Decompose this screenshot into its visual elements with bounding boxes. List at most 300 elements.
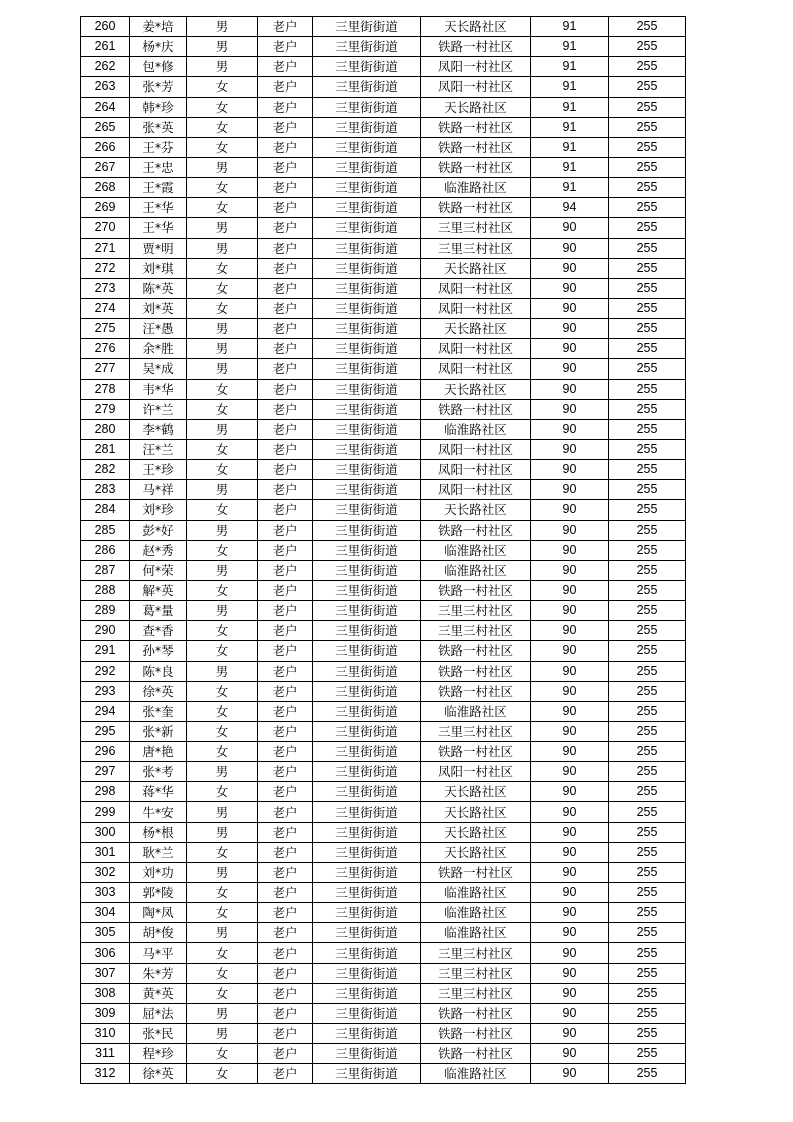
row-number: 267 bbox=[81, 157, 130, 177]
subdistrict-cell: 三里街街道 bbox=[313, 923, 421, 943]
name-cell: 余*胜 bbox=[130, 339, 187, 359]
age-cell: 90 bbox=[531, 641, 609, 661]
household-cell: 老户 bbox=[258, 439, 313, 459]
gender-cell: 男 bbox=[187, 339, 258, 359]
row-number: 296 bbox=[81, 742, 130, 762]
gender-cell: 女 bbox=[187, 379, 258, 399]
table-row bbox=[81, 17, 686, 37]
table-row bbox=[81, 57, 686, 77]
age-cell: 90 bbox=[531, 278, 609, 298]
community-cell: 凤阳一村社区 bbox=[421, 762, 531, 782]
gender-cell: 女 bbox=[187, 721, 258, 741]
subdistrict-cell: 三里街街道 bbox=[313, 903, 421, 923]
roster-table-body bbox=[81, 17, 686, 1084]
amount-cell: 255 bbox=[609, 883, 686, 903]
name-cell: 姜*培 bbox=[130, 17, 187, 37]
household-cell: 老户 bbox=[258, 641, 313, 661]
subdistrict-cell: 三里街街道 bbox=[313, 742, 421, 762]
amount-cell: 255 bbox=[609, 298, 686, 318]
household-cell: 老户 bbox=[258, 359, 313, 379]
age-cell: 90 bbox=[531, 419, 609, 439]
subdistrict-cell: 三里街街道 bbox=[313, 218, 421, 238]
gender-cell: 女 bbox=[187, 641, 258, 661]
table-row bbox=[81, 842, 686, 862]
subdistrict-cell: 三里街街道 bbox=[313, 580, 421, 600]
table-row bbox=[81, 460, 686, 480]
row-number: 306 bbox=[81, 943, 130, 963]
name-cell: 赵*秀 bbox=[130, 540, 187, 560]
household-cell: 老户 bbox=[258, 97, 313, 117]
community-cell: 铁路一村社区 bbox=[421, 580, 531, 600]
household-cell: 老户 bbox=[258, 480, 313, 500]
amount-cell: 255 bbox=[609, 1044, 686, 1064]
gender-cell: 男 bbox=[187, 157, 258, 177]
name-cell: 程*珍 bbox=[130, 1044, 187, 1064]
community-cell: 铁路一村社区 bbox=[421, 520, 531, 540]
name-cell: 王*华 bbox=[130, 218, 187, 238]
age-cell: 90 bbox=[531, 842, 609, 862]
table-row bbox=[81, 963, 686, 983]
household-cell: 老户 bbox=[258, 1024, 313, 1044]
gender-cell: 女 bbox=[187, 460, 258, 480]
row-number: 290 bbox=[81, 621, 130, 641]
row-number: 275 bbox=[81, 319, 130, 339]
row-number: 304 bbox=[81, 903, 130, 923]
subdistrict-cell: 三里街街道 bbox=[313, 621, 421, 641]
subdistrict-cell: 三里街街道 bbox=[313, 883, 421, 903]
household-cell: 老户 bbox=[258, 540, 313, 560]
age-cell: 90 bbox=[531, 480, 609, 500]
table-row bbox=[81, 419, 686, 439]
name-cell: 汪*愚 bbox=[130, 319, 187, 339]
amount-cell: 255 bbox=[609, 802, 686, 822]
subdistrict-cell: 三里街街道 bbox=[313, 641, 421, 661]
community-cell: 铁路一村社区 bbox=[421, 399, 531, 419]
household-cell: 老户 bbox=[258, 661, 313, 681]
table-row bbox=[81, 480, 686, 500]
amount-cell: 255 bbox=[609, 1003, 686, 1023]
amount-cell: 255 bbox=[609, 419, 686, 439]
table-row bbox=[81, 862, 686, 882]
subdistrict-cell: 三里街街道 bbox=[313, 359, 421, 379]
gender-cell: 女 bbox=[187, 1044, 258, 1064]
name-cell: 刘*英 bbox=[130, 298, 187, 318]
subdistrict-cell: 三里街街道 bbox=[313, 540, 421, 560]
subdistrict-cell: 三里街街道 bbox=[313, 198, 421, 218]
age-cell: 90 bbox=[531, 721, 609, 741]
gender-cell: 女 bbox=[187, 963, 258, 983]
gender-cell: 女 bbox=[187, 983, 258, 1003]
table-row bbox=[81, 701, 686, 721]
row-number: 286 bbox=[81, 540, 130, 560]
row-number: 263 bbox=[81, 77, 130, 97]
subdistrict-cell: 三里街街道 bbox=[313, 963, 421, 983]
household-cell: 老户 bbox=[258, 298, 313, 318]
name-cell: 朱*芳 bbox=[130, 963, 187, 983]
row-number: 264 bbox=[81, 97, 130, 117]
amount-cell: 255 bbox=[609, 117, 686, 137]
subdistrict-cell: 三里街街道 bbox=[313, 782, 421, 802]
name-cell: 许*兰 bbox=[130, 399, 187, 419]
row-number: 288 bbox=[81, 580, 130, 600]
name-cell: 包*修 bbox=[130, 57, 187, 77]
community-cell: 三里三村社区 bbox=[421, 238, 531, 258]
table-row bbox=[81, 601, 686, 621]
gender-cell: 男 bbox=[187, 661, 258, 681]
name-cell: 王*珍 bbox=[130, 460, 187, 480]
subdistrict-cell: 三里街街道 bbox=[313, 419, 421, 439]
row-number: 284 bbox=[81, 500, 130, 520]
community-cell: 三里三村社区 bbox=[421, 963, 531, 983]
row-number: 292 bbox=[81, 661, 130, 681]
gender-cell: 男 bbox=[187, 1024, 258, 1044]
subdistrict-cell: 三里街街道 bbox=[313, 681, 421, 701]
household-cell: 老户 bbox=[258, 802, 313, 822]
table-row bbox=[81, 721, 686, 741]
name-cell: 张*考 bbox=[130, 762, 187, 782]
household-cell: 老户 bbox=[258, 137, 313, 157]
row-number: 303 bbox=[81, 883, 130, 903]
row-number: 310 bbox=[81, 1024, 130, 1044]
household-cell: 老户 bbox=[258, 339, 313, 359]
name-cell: 徐*英 bbox=[130, 1064, 187, 1084]
amount-cell: 255 bbox=[609, 862, 686, 882]
household-cell: 老户 bbox=[258, 419, 313, 439]
gender-cell: 女 bbox=[187, 439, 258, 459]
community-cell: 临淮路社区 bbox=[421, 560, 531, 580]
subdistrict-cell: 三里街街道 bbox=[313, 500, 421, 520]
household-cell: 老户 bbox=[258, 520, 313, 540]
name-cell: 陈*良 bbox=[130, 661, 187, 681]
household-cell: 老户 bbox=[258, 580, 313, 600]
table-row bbox=[81, 439, 686, 459]
household-cell: 老户 bbox=[258, 57, 313, 77]
subdistrict-cell: 三里街街道 bbox=[313, 379, 421, 399]
table-row bbox=[81, 1024, 686, 1044]
table-row bbox=[81, 903, 686, 923]
age-cell: 90 bbox=[531, 319, 609, 339]
subdistrict-cell: 三里街街道 bbox=[313, 943, 421, 963]
community-cell: 三里三村社区 bbox=[421, 621, 531, 641]
community-cell: 凤阳一村社区 bbox=[421, 77, 531, 97]
household-cell: 老户 bbox=[258, 943, 313, 963]
name-cell: 王*芬 bbox=[130, 137, 187, 157]
gender-cell: 男 bbox=[187, 480, 258, 500]
subdistrict-cell: 三里街街道 bbox=[313, 339, 421, 359]
name-cell: 查*香 bbox=[130, 621, 187, 641]
table-row bbox=[81, 238, 686, 258]
age-cell: 90 bbox=[531, 500, 609, 520]
age-cell: 90 bbox=[531, 782, 609, 802]
amount-cell: 255 bbox=[609, 278, 686, 298]
community-cell: 天长路社区 bbox=[421, 822, 531, 842]
row-number: 294 bbox=[81, 701, 130, 721]
row-number: 268 bbox=[81, 178, 130, 198]
community-cell: 天长路社区 bbox=[421, 842, 531, 862]
table-row bbox=[81, 77, 686, 97]
name-cell: 郭*陵 bbox=[130, 883, 187, 903]
amount-cell: 255 bbox=[609, 1024, 686, 1044]
age-cell: 90 bbox=[531, 1003, 609, 1023]
row-number: 283 bbox=[81, 480, 130, 500]
table-row bbox=[81, 500, 686, 520]
household-cell: 老户 bbox=[258, 1044, 313, 1064]
gender-cell: 男 bbox=[187, 419, 258, 439]
gender-cell: 男 bbox=[187, 520, 258, 540]
age-cell: 90 bbox=[531, 1044, 609, 1064]
row-number: 299 bbox=[81, 802, 130, 822]
age-cell: 90 bbox=[531, 439, 609, 459]
age-cell: 90 bbox=[531, 359, 609, 379]
name-cell: 汪*兰 bbox=[130, 439, 187, 459]
household-cell: 老户 bbox=[258, 198, 313, 218]
amount-cell: 255 bbox=[609, 218, 686, 238]
community-cell: 临淮路社区 bbox=[421, 701, 531, 721]
table-row bbox=[81, 37, 686, 57]
row-number: 307 bbox=[81, 963, 130, 983]
table-row bbox=[81, 258, 686, 278]
community-cell: 凤阳一村社区 bbox=[421, 359, 531, 379]
community-cell: 三里三村社区 bbox=[421, 943, 531, 963]
name-cell: 杨*根 bbox=[130, 822, 187, 842]
age-cell: 90 bbox=[531, 621, 609, 641]
age-cell: 90 bbox=[531, 238, 609, 258]
amount-cell: 255 bbox=[609, 943, 686, 963]
age-cell: 90 bbox=[531, 1064, 609, 1084]
age-cell: 91 bbox=[531, 137, 609, 157]
gender-cell: 男 bbox=[187, 923, 258, 943]
community-cell: 凤阳一村社区 bbox=[421, 460, 531, 480]
household-cell: 老户 bbox=[258, 178, 313, 198]
name-cell: 贾*明 bbox=[130, 238, 187, 258]
amount-cell: 255 bbox=[609, 782, 686, 802]
age-cell: 90 bbox=[531, 218, 609, 238]
age-cell: 90 bbox=[531, 580, 609, 600]
age-cell: 91 bbox=[531, 57, 609, 77]
amount-cell: 255 bbox=[609, 983, 686, 1003]
row-number: 277 bbox=[81, 359, 130, 379]
name-cell: 刘*珍 bbox=[130, 500, 187, 520]
age-cell: 90 bbox=[531, 560, 609, 580]
row-number: 282 bbox=[81, 460, 130, 480]
name-cell: 杨*庆 bbox=[130, 37, 187, 57]
amount-cell: 255 bbox=[609, 77, 686, 97]
amount-cell: 255 bbox=[609, 480, 686, 500]
table-row bbox=[81, 802, 686, 822]
table-row bbox=[81, 661, 686, 681]
community-cell: 铁路一村社区 bbox=[421, 862, 531, 882]
amount-cell: 255 bbox=[609, 17, 686, 37]
household-cell: 老户 bbox=[258, 963, 313, 983]
gender-cell: 男 bbox=[187, 319, 258, 339]
gender-cell: 男 bbox=[187, 862, 258, 882]
amount-cell: 255 bbox=[609, 258, 686, 278]
age-cell: 90 bbox=[531, 540, 609, 560]
row-number: 273 bbox=[81, 278, 130, 298]
name-cell: 张*奎 bbox=[130, 701, 187, 721]
community-cell: 铁路一村社区 bbox=[421, 157, 531, 177]
subdistrict-cell: 三里街街道 bbox=[313, 802, 421, 822]
community-cell: 凤阳一村社区 bbox=[421, 57, 531, 77]
table-row bbox=[81, 1003, 686, 1023]
table-row bbox=[81, 580, 686, 600]
gender-cell: 女 bbox=[187, 77, 258, 97]
household-cell: 老户 bbox=[258, 17, 313, 37]
table-row bbox=[81, 379, 686, 399]
amount-cell: 255 bbox=[609, 601, 686, 621]
community-cell: 铁路一村社区 bbox=[421, 1044, 531, 1064]
subdistrict-cell: 三里街街道 bbox=[313, 762, 421, 782]
gender-cell: 女 bbox=[187, 742, 258, 762]
row-number: 311 bbox=[81, 1044, 130, 1064]
row-number: 309 bbox=[81, 1003, 130, 1023]
age-cell: 90 bbox=[531, 983, 609, 1003]
name-cell: 张*民 bbox=[130, 1024, 187, 1044]
gender-cell: 女 bbox=[187, 903, 258, 923]
row-number: 280 bbox=[81, 419, 130, 439]
gender-cell: 女 bbox=[187, 580, 258, 600]
community-cell: 临淮路社区 bbox=[421, 903, 531, 923]
household-cell: 老户 bbox=[258, 742, 313, 762]
household-cell: 老户 bbox=[258, 782, 313, 802]
age-cell: 91 bbox=[531, 178, 609, 198]
gender-cell: 女 bbox=[187, 883, 258, 903]
household-cell: 老户 bbox=[258, 681, 313, 701]
community-cell: 三里三村社区 bbox=[421, 721, 531, 741]
household-cell: 老户 bbox=[258, 601, 313, 621]
household-cell: 老户 bbox=[258, 218, 313, 238]
table-row bbox=[81, 560, 686, 580]
table-row bbox=[81, 540, 686, 560]
household-cell: 老户 bbox=[258, 762, 313, 782]
subdistrict-cell: 三里街街道 bbox=[313, 97, 421, 117]
gender-cell: 女 bbox=[187, 298, 258, 318]
age-cell: 90 bbox=[531, 681, 609, 701]
name-cell: 韩*珍 bbox=[130, 97, 187, 117]
name-cell: 刘*琪 bbox=[130, 258, 187, 278]
subdistrict-cell: 三里街街道 bbox=[313, 460, 421, 480]
amount-cell: 255 bbox=[609, 97, 686, 117]
amount-cell: 255 bbox=[609, 923, 686, 943]
household-cell: 老户 bbox=[258, 621, 313, 641]
table-row bbox=[81, 641, 686, 661]
age-cell: 90 bbox=[531, 802, 609, 822]
community-cell: 天长路社区 bbox=[421, 258, 531, 278]
name-cell: 马*平 bbox=[130, 943, 187, 963]
name-cell: 葛*量 bbox=[130, 601, 187, 621]
table-row bbox=[81, 399, 686, 419]
amount-cell: 255 bbox=[609, 822, 686, 842]
gender-cell: 男 bbox=[187, 17, 258, 37]
amount-cell: 255 bbox=[609, 520, 686, 540]
age-cell: 90 bbox=[531, 339, 609, 359]
community-cell: 铁路一村社区 bbox=[421, 37, 531, 57]
subdistrict-cell: 三里街街道 bbox=[313, 57, 421, 77]
community-cell: 天长路社区 bbox=[421, 319, 531, 339]
subdistrict-cell: 三里街街道 bbox=[313, 178, 421, 198]
subdistrict-cell: 三里街街道 bbox=[313, 319, 421, 339]
name-cell: 何*荣 bbox=[130, 560, 187, 580]
gender-cell: 女 bbox=[187, 178, 258, 198]
household-cell: 老户 bbox=[258, 983, 313, 1003]
gender-cell: 女 bbox=[187, 117, 258, 137]
amount-cell: 255 bbox=[609, 661, 686, 681]
subdistrict-cell: 三里街街道 bbox=[313, 842, 421, 862]
subdistrict-cell: 三里街街道 bbox=[313, 77, 421, 97]
age-cell: 90 bbox=[531, 460, 609, 480]
community-cell: 临淮路社区 bbox=[421, 178, 531, 198]
subdistrict-cell: 三里街街道 bbox=[313, 721, 421, 741]
household-cell: 老户 bbox=[258, 37, 313, 57]
community-cell: 天长路社区 bbox=[421, 17, 531, 37]
subdistrict-cell: 三里街街道 bbox=[313, 1024, 421, 1044]
subdistrict-cell: 三里街街道 bbox=[313, 157, 421, 177]
community-cell: 天长路社区 bbox=[421, 97, 531, 117]
household-cell: 老户 bbox=[258, 238, 313, 258]
age-cell: 90 bbox=[531, 379, 609, 399]
name-cell: 马*祥 bbox=[130, 480, 187, 500]
amount-cell: 255 bbox=[609, 540, 686, 560]
row-number: 289 bbox=[81, 601, 130, 621]
row-number: 269 bbox=[81, 198, 130, 218]
household-cell: 老户 bbox=[258, 460, 313, 480]
name-cell: 王*华 bbox=[130, 198, 187, 218]
row-number: 265 bbox=[81, 117, 130, 137]
name-cell: 徐*英 bbox=[130, 681, 187, 701]
gender-cell: 男 bbox=[187, 762, 258, 782]
household-cell: 老户 bbox=[258, 842, 313, 862]
age-cell: 90 bbox=[531, 762, 609, 782]
household-cell: 老户 bbox=[258, 560, 313, 580]
row-number: 270 bbox=[81, 218, 130, 238]
age-cell: 90 bbox=[531, 520, 609, 540]
gender-cell: 女 bbox=[187, 540, 258, 560]
household-cell: 老户 bbox=[258, 77, 313, 97]
table-row bbox=[81, 198, 686, 218]
table-row bbox=[81, 97, 686, 117]
age-cell: 91 bbox=[531, 37, 609, 57]
amount-cell: 255 bbox=[609, 721, 686, 741]
row-number: 274 bbox=[81, 298, 130, 318]
row-number: 266 bbox=[81, 137, 130, 157]
gender-cell: 男 bbox=[187, 238, 258, 258]
row-number: 302 bbox=[81, 862, 130, 882]
age-cell: 91 bbox=[531, 17, 609, 37]
household-cell: 老户 bbox=[258, 822, 313, 842]
gender-cell: 男 bbox=[187, 802, 258, 822]
community-cell: 天长路社区 bbox=[421, 782, 531, 802]
name-cell: 牛*安 bbox=[130, 802, 187, 822]
community-cell: 天长路社区 bbox=[421, 500, 531, 520]
table-row bbox=[81, 681, 686, 701]
table-row bbox=[81, 923, 686, 943]
household-cell: 老户 bbox=[258, 379, 313, 399]
age-cell: 90 bbox=[531, 661, 609, 681]
household-cell: 老户 bbox=[258, 258, 313, 278]
amount-cell: 255 bbox=[609, 842, 686, 862]
household-cell: 老户 bbox=[258, 701, 313, 721]
community-cell: 铁路一村社区 bbox=[421, 681, 531, 701]
gender-cell: 女 bbox=[187, 943, 258, 963]
row-number: 300 bbox=[81, 822, 130, 842]
gender-cell: 男 bbox=[187, 218, 258, 238]
household-cell: 老户 bbox=[258, 923, 313, 943]
amount-cell: 255 bbox=[609, 641, 686, 661]
amount-cell: 255 bbox=[609, 742, 686, 762]
table-row bbox=[81, 782, 686, 802]
subdistrict-cell: 三里街街道 bbox=[313, 258, 421, 278]
household-cell: 老户 bbox=[258, 862, 313, 882]
